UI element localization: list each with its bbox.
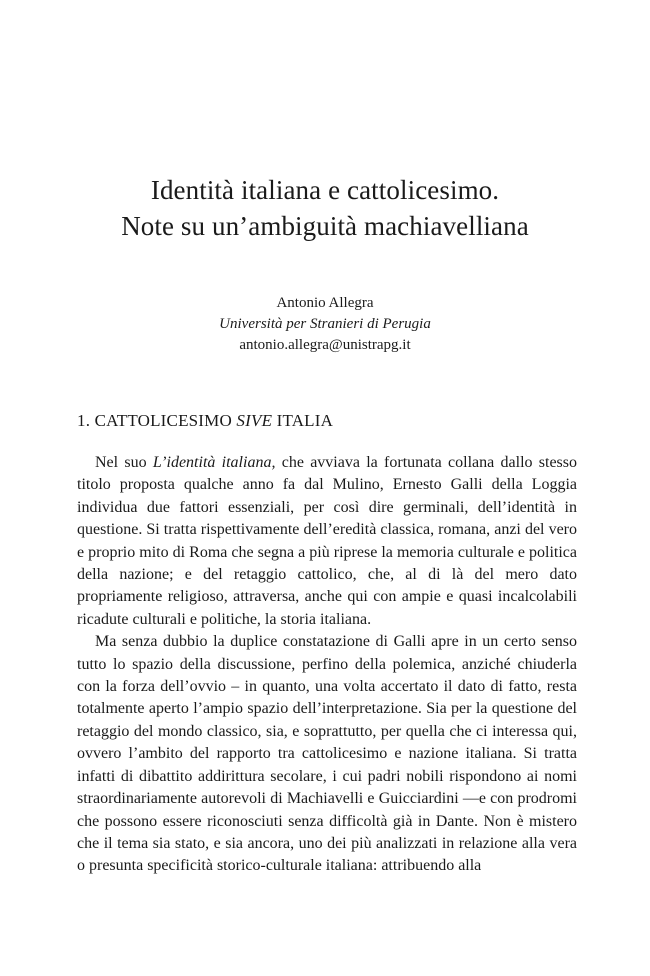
- paper-title: [0, 172, 650, 244]
- title-line-2: Note su un’ambiguità machiavelliana: [121, 211, 529, 241]
- body-text: [77, 452, 577, 878]
- author-affiliation: Università per Stranieri di Perugia: [219, 316, 431, 332]
- section-heading-italic: SIVE: [236, 411, 273, 430]
- book-title-reference: L’identità italiana,: [152, 454, 276, 471]
- section-heading-part2: ITALIA: [276, 411, 334, 430]
- author-block: [0, 293, 650, 356]
- title-line-1: Identità italiana e cattolicesimo.: [150, 175, 500, 205]
- paragraph-2: Ma senza dubbio la duplice constatazione di Galli apre in un certo senso tutto lo spazio della discussione, perfino della polemica, anziché chiuderla con la forza dell’ovvio – in quanto, una volta accertato il dato di fatto, resta totalmente aperto l’ampio spazio dell’interpretazione. Sia per la questione del retaggio del mondo classico, sia, e soprattutto, per quella che ci interessa qui, ovvero l’ambito del rapporto tra cattolicesimo e nazione italiana. Si tratta infatti di dibattito addirittura secolare, i cui padri nobili rispondono ai nomi straordinariamente autorevoli di Machiavelli e Guicciardini —e con prodromi che possono essere riconosciuti senza difficoltà già in Dante. Non è mistero che il tema sia stato, e sia ancora, uno dei più analizzati in relazione alla vera o presunta specificità storico-culturale italiana: attribuendo alla: [77, 633, 577, 875]
- paragraph-1-intro: Nel suo: [95, 454, 153, 471]
- paragraph-1: [77, 452, 577, 631]
- section-heading: [77, 410, 577, 432]
- section-number: 1.: [77, 411, 91, 430]
- author-name: Antonio Allegra: [276, 295, 374, 311]
- author-email: antonio.allegra@unistrapg.it: [239, 337, 411, 353]
- paragraph-1-rest: che avviava la fortunata collana dallo stesso titolo proposta qualche anno fa dal Mulino, Ernesto Galli della Loggia individua due fattori essenziali, per così dire germinali, dell’identità in questione. Si tratta rispettivamente dell’eredità classica, romana, anzi del vero e proprio mito di Roma che segna a più riprese la memoria culturale e politica della nazione; e del retaggio cattolico, che, al di là del mero dato propriamente religioso, attraversa, anche qui con ampie e quasi incalcolabili ricadute culturali e politiche, la storia italiana.: [77, 454, 578, 628]
- section-heading-part1: CATTOLICESIMO: [94, 411, 232, 430]
